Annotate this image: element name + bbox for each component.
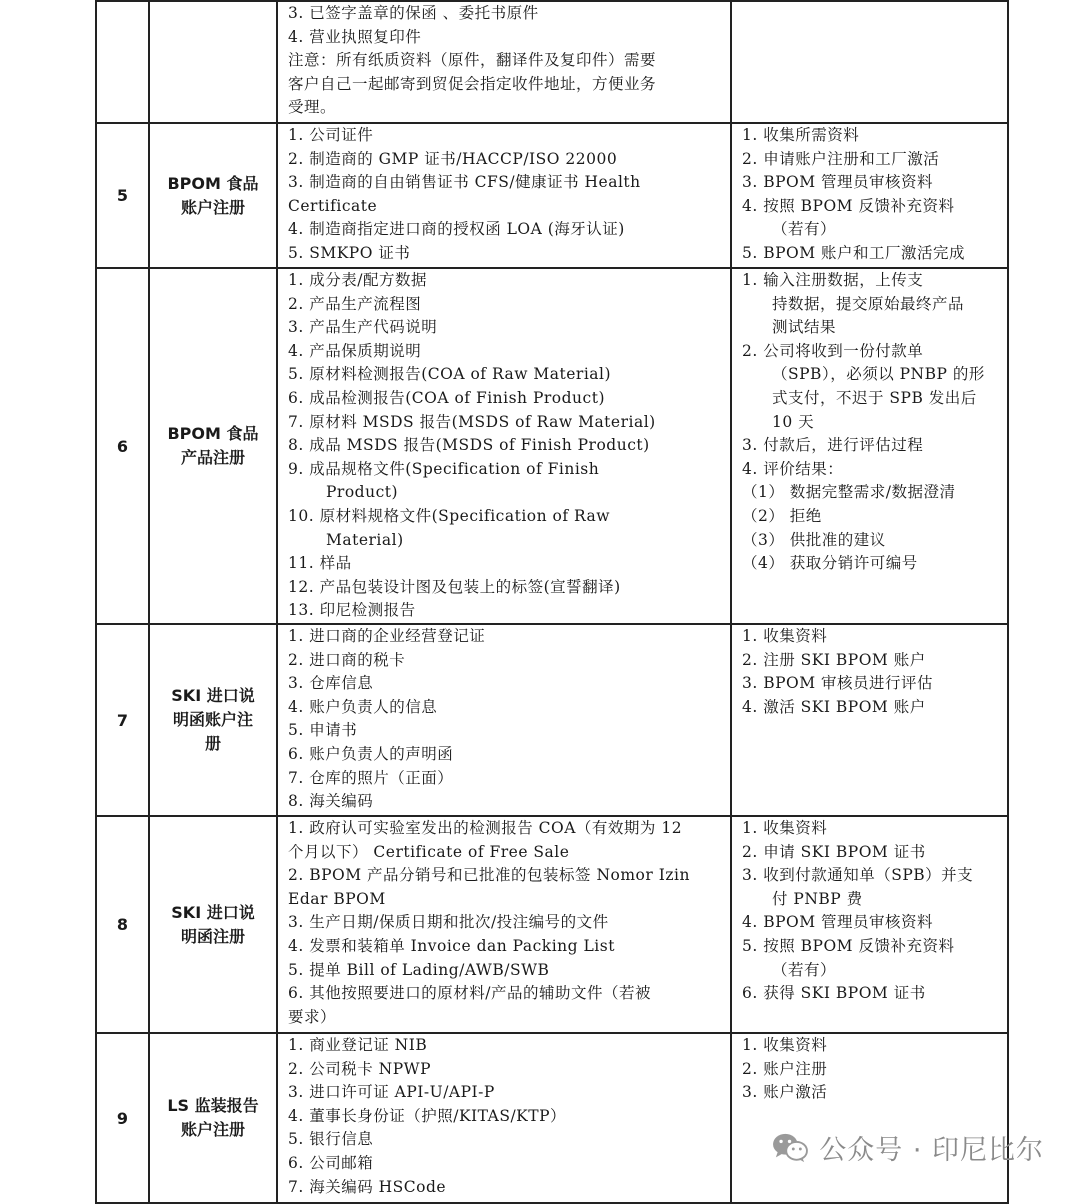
- material-item: 注意：所有纸质资料（原件，翻译件及复印件）需要: [288, 51, 657, 70]
- step-item: 付 PNBP 费: [772, 889, 863, 908]
- step-item: 3. BPOM 管理员审核资料: [742, 173, 934, 192]
- table-row: [96, 816, 1008, 1033]
- category-cell: [149, 816, 277, 1033]
- materials-cell: [277, 1033, 731, 1203]
- category-line: 账户注册: [180, 197, 245, 217]
- material-item: 3. 进口许可证 API-U/API-P: [288, 1083, 495, 1102]
- material-item: 7. 原材料 MSDS 报告(MSDS of Raw Material): [288, 412, 656, 431]
- material-item: Material): [326, 530, 404, 549]
- table-row: [96, 1033, 1008, 1203]
- row-number: 5: [96, 123, 149, 268]
- step-item: 1. 收集资料: [742, 819, 828, 837]
- material-item: 1. 政府认可实验室发出的检测报告 COA（有效期为 12: [288, 819, 683, 837]
- step-item: （2） 拒绝: [742, 506, 822, 525]
- category-cell: [149, 1033, 277, 1203]
- material-item: 5. 提单 Bill of Lading/AWB/SWB: [288, 960, 550, 979]
- step-item: 2. 账户注册: [742, 1059, 828, 1078]
- material-item: 3. 生产日期/保质日期和批次/投注编号的文件: [288, 913, 609, 932]
- step-item: 4. BPOM 管理员审核资料: [742, 913, 934, 932]
- category-line: 册: [204, 734, 221, 753]
- step-item: 持数据，提交原始最终产品: [772, 294, 965, 313]
- material-item: 6. 其他按照要进口的原材料/产品的辅助文件（若被: [288, 984, 651, 1003]
- material-item: 2. 公司税卡 NPWP: [288, 1059, 431, 1078]
- material-item: Certificate: [288, 196, 378, 215]
- materials-cell: [277, 123, 731, 268]
- row-number: 7: [96, 624, 149, 816]
- material-item: 1. 公司证件: [288, 126, 374, 144]
- material-item: 7. 海关编码 HSCode: [288, 1177, 447, 1196]
- row-number: [96, 1, 149, 123]
- material-item: 受理。: [288, 98, 337, 117]
- materials-cell: [277, 816, 731, 1033]
- material-item: 7. 仓库的照片（正面）: [288, 768, 454, 787]
- material-item: 13. 印尼检测报告: [288, 601, 416, 620]
- material-item: 10. 原材料规格文件(Specification of Raw: [288, 506, 611, 525]
- material-item: 4. 账户负责人的信息: [288, 697, 438, 716]
- row-number: 8: [96, 816, 149, 1033]
- step-item: 2. 申请 SKI BPOM 证书: [742, 842, 926, 861]
- material-item: 4. 发票和装箱单 Invoice dan Packing List: [288, 936, 615, 955]
- step-item: 3. 收到付款通知单（SPB）并支: [742, 866, 974, 885]
- material-item: 2. 进口商的税卡: [288, 650, 406, 669]
- step-item: 1. 收集资料: [742, 627, 828, 645]
- registration-table: [95, 0, 1009, 1204]
- material-item: 8. 成品 MSDS 报告(MSDS of Finish Product): [288, 436, 650, 455]
- materials-cell: [277, 624, 731, 816]
- row-number: 6: [96, 268, 149, 624]
- step-item: 2. 申请账户注册和工厂激活: [742, 149, 940, 168]
- step-item: （4） 获取分销许可编号: [742, 554, 918, 573]
- material-item: 4. 营业执照复印件: [288, 27, 422, 46]
- step-item: 5. 按照 BPOM 反馈补充资料: [742, 936, 955, 955]
- category-line: BPOM 食品: [167, 424, 259, 443]
- material-item: 要求）: [288, 1007, 337, 1026]
- steps-cell: [731, 624, 1008, 816]
- step-item: 1. 收集资料: [742, 1036, 828, 1054]
- table-row: [96, 1, 1008, 123]
- step-item: 1. 收集所需资料: [742, 126, 860, 144]
- step-item: 3. 付款后，进行评估过程: [742, 436, 924, 455]
- step-item: 4. 评价结果：: [742, 459, 844, 478]
- material-item: 4. 产品保质期说明: [288, 341, 422, 360]
- step-item: 10 天: [772, 412, 815, 431]
- step-item: 5. BPOM 账户和工厂激活完成: [742, 243, 966, 262]
- step-item: 4. 激活 SKI BPOM 账户: [742, 697, 926, 716]
- category-cell: [149, 1, 277, 123]
- material-item: 11. 样品: [288, 554, 352, 573]
- material-item: 3. 已签字盖章的保函 、委托书原件: [288, 4, 539, 22]
- material-item: 3. 仓库信息: [288, 674, 374, 693]
- material-item: 3. 产品生产代码说明: [288, 318, 438, 337]
- material-item: Edar BPOM: [288, 889, 386, 908]
- category-line: 明函账户注: [172, 710, 253, 729]
- material-item: 5. 银行信息: [288, 1130, 374, 1149]
- step-item: （若有）: [772, 220, 837, 239]
- material-item: 个月以下） Certificate of Free Sale: [288, 842, 570, 861]
- watermark: [771, 1128, 1044, 1167]
- steps-cell: [731, 268, 1008, 624]
- materials-cell: [277, 1, 731, 123]
- material-item: 5. 申请书: [288, 721, 358, 740]
- step-item: （1） 数据完整需求/数据澄清: [742, 483, 956, 502]
- step-item: 3. 账户激活: [742, 1083, 828, 1102]
- category-line: SKI 进口说: [171, 902, 255, 922]
- material-item: 8. 海关编码: [288, 792, 374, 811]
- category-line: SKI 进口说: [171, 686, 255, 705]
- material-item: 6. 账户负责人的声明函: [288, 744, 454, 763]
- material-item: 1. 进口商的企业经营登记证: [288, 627, 486, 645]
- row-number: 9: [96, 1033, 149, 1203]
- category-cell: [149, 268, 277, 624]
- material-item: 6. 成品检测报告(COA of Finish Product): [288, 388, 605, 407]
- material-item: 5. 原材料检测报告(COA of Raw Material): [288, 365, 612, 384]
- material-item: 2. 产品生产流程图: [288, 294, 422, 313]
- category-line: BPOM 食品: [167, 173, 259, 193]
- category-cell: [149, 123, 277, 268]
- step-item: 3. BPOM 审核员进行评估: [742, 674, 934, 693]
- step-item: （3） 供批准的建议: [742, 530, 886, 549]
- steps-cell: [731, 816, 1008, 1033]
- step-item: （SPB），必须以 PNBP 的形: [772, 365, 985, 384]
- material-item: 12. 产品包装设计图及包装上的标签(宣誓翻译): [288, 577, 621, 596]
- material-item: 9. 成品规格文件(Specification of Finish: [288, 459, 600, 478]
- step-item: （若有）: [772, 960, 837, 979]
- step-item: 2. 公司将收到一份付款单: [742, 341, 924, 360]
- material-item: Product): [326, 483, 399, 502]
- category-line: 产品注册: [180, 448, 245, 467]
- step-item: 2. 注册 SKI BPOM 账户: [742, 650, 926, 669]
- material-item: 4. 制造商指定进口商的授权函 LOA (海牙认证): [288, 220, 625, 239]
- step-item: 6. 获得 SKI BPOM 证书: [742, 984, 926, 1003]
- step-item: 1. 输入注册数据，上传支: [742, 271, 924, 289]
- steps-cell: [731, 1033, 1008, 1203]
- category-cell: [149, 624, 277, 816]
- step-item: 4. 按照 BPOM 反馈补充资料: [742, 196, 955, 215]
- steps-cell: [731, 1, 1008, 123]
- step-item: 测试结果: [772, 318, 837, 337]
- step-item: 式支付，不迟于 SPB 发出后: [772, 388, 977, 407]
- category-line: 账户注册: [180, 1120, 245, 1139]
- table-row: [96, 123, 1008, 268]
- watermark-text: 公众号 · 印尼比尔: [819, 1135, 1044, 1166]
- material-item: 1. 商业登记证 NIB: [288, 1036, 428, 1054]
- material-item: 6. 公司邮箱: [288, 1153, 374, 1172]
- material-item: 2. BPOM 产品分销号和已批准的包装标签 Nomor Izin: [288, 866, 690, 885]
- wechat-icon: [771, 1132, 809, 1164]
- material-item: 2. 制造商的 GMP 证书/HACCP/ISO 22000: [288, 149, 618, 168]
- material-item: 4. 董事长身份证（护照/KITAS/KTP）: [288, 1106, 567, 1125]
- category-line: LS 监装报告: [167, 1096, 259, 1115]
- material-item: 1. 成分表/配方数据: [288, 271, 427, 289]
- category-line: 明函注册: [180, 926, 245, 946]
- table-row: [96, 624, 1008, 816]
- material-item: 3. 制造商的自由销售证书 CFS/健康证书 Health: [288, 173, 641, 192]
- material-item: 5. SMKPO 证书: [288, 243, 411, 262]
- steps-cell: [731, 123, 1008, 268]
- table-row: [96, 268, 1008, 624]
- material-item: 客户自己一起邮寄到贸促会指定收件地址，方便业务: [288, 74, 657, 93]
- materials-cell: [277, 268, 731, 624]
